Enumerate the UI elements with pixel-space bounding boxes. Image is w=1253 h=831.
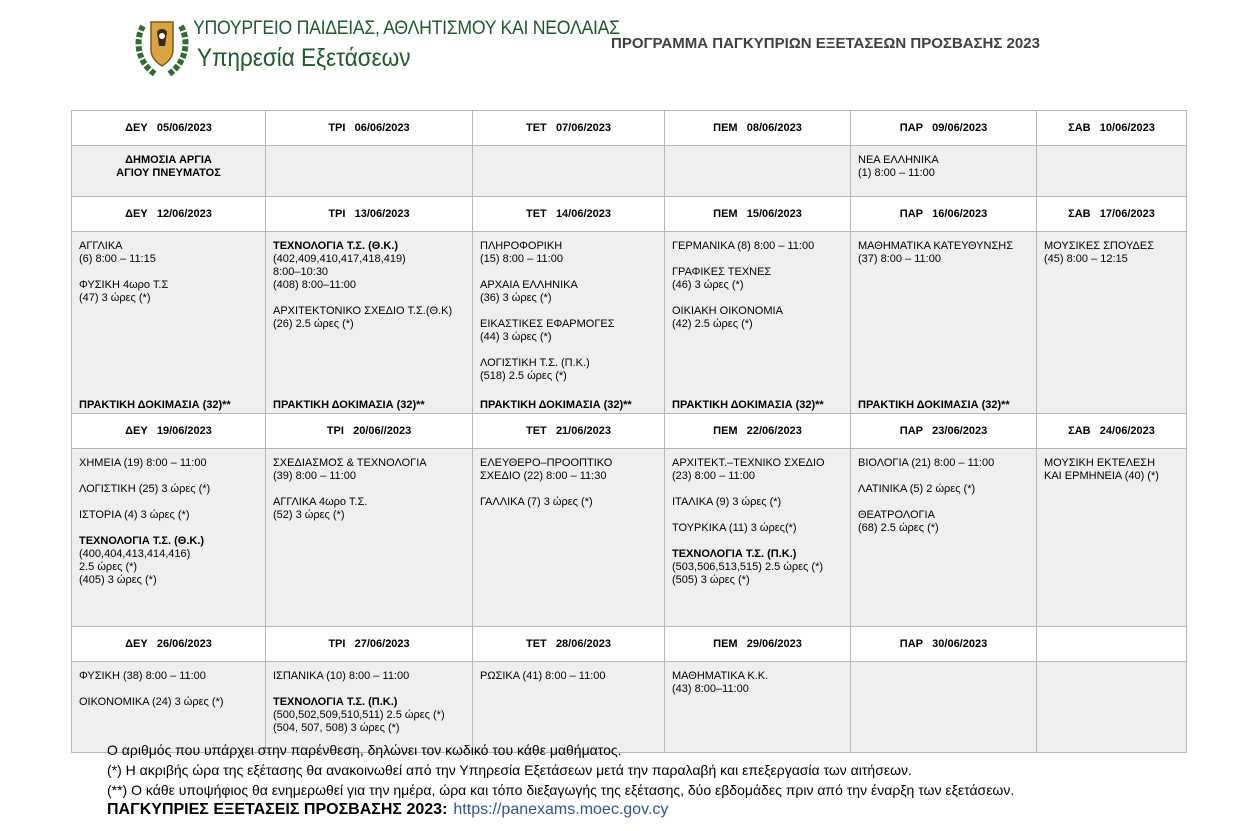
exam-details: (42) 2.5 ώρες (*) [672,318,753,330]
exam-details: (43) 8:00–11:00 [672,683,749,695]
day-header: ΠΑΡ 16/06/2023 [851,197,1037,232]
exam-entry [672,522,843,535]
day-header: ΤΡΙ 06/06/2023 [266,111,473,146]
exam-details: (44) 3 ώρες (*) [480,331,552,343]
week-exams-row [72,146,1187,197]
exam-subject: ΕΙΚΑΣΤΙΚΕΣ ΕΦΑΡΜΟΓΕΣ [480,318,615,330]
day-cell [72,449,266,627]
exam-details: (402,409,410,417,418,419) 8:00–10:30 (408) 8:00–11:00 [273,253,406,291]
day-header: ΠΑΡ 30/06/2023 [851,627,1037,662]
exam-entry [672,240,843,253]
day-header: ΣΑΒ 10/06/2023 [1037,111,1187,146]
exam-details: (45) 8:00 – 12:15 [1044,253,1128,265]
exam-subject: ΤΟΥΡΚΙΚΑ (11) 3 ώρες(*) [672,522,797,534]
exam-subject: ΠΛΗΡΟΦΟΡΙΚΗ [480,240,563,252]
day-header: ΣΑΒ 24/06/2023 [1037,414,1187,449]
day-header: ΤΕΤ 07/06/2023 [473,111,665,146]
exam-details: (6) 8:00 – 11:15 [79,253,156,265]
exam-subject: ΧΗΜΕΙΑ (19) 8:00 – 11:00 [79,457,207,469]
exam-entry [273,305,465,331]
day-cell [665,449,851,627]
exam-subject: ΓΕΡΜΑΝΙΚΑ (8) 8:00 – 11:00 [672,240,815,252]
day-header: ΤΕΤ 28/06/2023 [473,627,665,662]
day-header [1037,627,1187,662]
day-cell [1037,146,1187,197]
day-cell [1037,662,1187,753]
practical-test-label: ΠΡΑΚΤΙΚΗ ΔΟΚΙΜΑΣΙΑ (32)** [672,399,824,411]
exam-subject: ΡΩΣΙΚΑ (41) 8:00 – 11:00 [480,670,606,682]
day-cell [665,146,851,197]
exam-entry [858,509,1029,535]
service-name: Υπηρεσία Εξετάσεων [197,44,411,72]
day-cell [266,449,473,627]
day-cell [473,146,665,197]
exam-entry [79,483,258,496]
day-cell [851,449,1037,627]
exam-entry [480,240,657,266]
exam-subject: ΣΧΕΔΙΑΣΜΟΣ & ΤΕΧΝΟΛΟΓΙΑ [273,457,427,469]
exam-entry [480,670,657,683]
day-cell [266,146,473,197]
exam-entry [273,496,465,522]
exam-entry [1044,457,1179,483]
day-header: ΠΕΜ 08/06/2023 [665,111,851,146]
practical-test-label: ΠΡΑΚΤΙΚΗ ΔΟΚΙΜΑΣΙΑ (32)** [480,399,632,411]
day-cell [851,146,1037,197]
exam-entry [858,240,1029,266]
note-code: Ο αριθμός που υπάρχει στην παρένθεση, δηλώνει τον κωδικό του κάθε μαθήματος. [107,742,622,758]
exam-subject: ΜΑΘΗΜΑΤΙΚΑ ΚΑΤΕΥΘΥΝΣΗΣ [858,240,1014,252]
exam-entry [79,240,258,266]
exam-subject: ΑΡΧΙΤΕΚΤ.–ΤΕΧΝΙΚΟ ΣΧΕΔΙΟ [672,457,825,469]
day-header: ΣΑΒ 17/06/2023 [1037,197,1187,232]
exam-details: (36) 3 ώρες (*) [480,292,552,304]
exam-subject: ΓΡΑΦΙΚΕΣ ΤΕΧΝΕΣ [672,266,772,278]
exam-entry [672,305,843,331]
exam-entry [79,670,258,683]
note-exact-time: (*) Η ακριβής ώρα της εξέτασης θα ανακοινωθεί από την Υπηρεσία Εξετάσεων μετά την παραλαβή και επεξεργασία των αιτήσεων. [107,762,912,778]
day-header: ΠΕΜ 15/06/2023 [665,197,851,232]
website-link[interactable]: https://panexams.moec.gov.cy [453,801,669,818]
exam-subject: ΟΙΚΟΝΟΜΙΚΑ (24) 3 ώρες (*) [79,696,224,708]
exam-subject: ΑΡΧΑΙΑ ΕΛΛΗΝΙΚΑ [480,279,578,291]
exam-details: (23) 8:00 – 11:00 [672,470,755,482]
exam-entry [480,457,657,483]
footer-label: ΠΑΓΚΥΠΡΙΕΣ ΕΞΕΤΑΣΕΙΣ ΠΡΟΣΒΑΣΗΣ 2023: [107,801,448,818]
header-logo [133,12,620,80]
day-header: ΤΡΙ 20/06//2023 [266,414,473,449]
exam-subject: ΓΑΛΛΙΚΑ (7) 3 ώρες (*) [480,496,593,508]
exam-subject: ΦΥΣΙΚΗ 4ωρο Τ.Σ [79,279,169,291]
exam-entry [1044,240,1179,266]
day-header: ΤΕΤ 21/06/2023 [473,414,665,449]
exam-entry [480,279,657,305]
exam-entry [273,670,465,683]
exam-details: (400,404,413,414,416) 2.5 ώρες (*) (405) 3 ώρες (*) [79,548,191,586]
exam-subject: ΙΣΠΑΝΙΚΑ (10) 8:00 – 11:00 [273,670,410,682]
day-header: ΔΕΥ 12/06/2023 [72,197,266,232]
exam-entry [79,279,258,305]
notes [107,740,1014,820]
day-cell [266,662,473,753]
day-cell [473,662,665,753]
day-cell [1037,449,1187,627]
exam-subject: ΒΙΟΛΟΓΙΑ (21) 8:00 – 11:00 [858,457,995,469]
exam-details: (47) 3 ώρες (*) [79,292,151,304]
day-header: ΠΑΡ 09/06/2023 [851,111,1037,146]
day-cell [1037,232,1187,414]
exam-subject: ΤΕΧΝΟΛΟΓΙΑ Τ.Σ. (Θ.Κ.) [79,535,205,547]
exam-subject: ΙΤΑΛΙΚΑ (9) 3 ώρες (*) [672,496,782,508]
day-header: ΤΡΙ 27/06/2023 [266,627,473,662]
exam-subject: ΘΕΑΤΡΟΛΟΓΙΑ [858,509,935,521]
week-header-row [72,414,1187,449]
exam-entry [672,266,843,292]
exam-entry [79,509,258,522]
day-cell [473,449,665,627]
exam-schedule-table [71,110,1187,753]
exam-subject: ΤΕΧΝΟΛΟΓΙΑ Τ.Σ. (Π.Κ.) [672,548,797,560]
exam-entry [672,670,843,696]
week-header-row [72,197,1187,232]
exam-entry [79,696,258,709]
day-cell [665,662,851,753]
exam-details: (1) 8:00 – 11:00 [858,167,935,179]
exam-entry [273,696,465,735]
exam-details: (503,506,513,515) 2.5 ώρες (*) (505) 3 ώρες (*) [672,561,824,586]
exam-subject: ΜΟΥΣΙΚΗ ΕΚΤΕΛΕΣΗ [1044,457,1156,469]
exam-details: (68) 2.5 ώρες (*) [858,522,939,534]
exam-details: ΚΑΙ ΕΡΜΗΝΕΙΑ (40) (*) [1044,470,1159,482]
day-header: ΔΕΥ 19/06/2023 [72,414,266,449]
week-header-row [72,111,1187,146]
exam-details: (52) 3 ώρες (*) [273,509,345,521]
day-header: ΤΡΙ 13/06/2023 [266,197,473,232]
exam-entry [79,457,258,470]
day-header: ΠΕΜ 22/06/2023 [665,414,851,449]
exam-subject: ΛΟΓΙΣΤΙΚΗ Τ.Σ. (Π.Κ.) [480,357,590,369]
day-header: ΠΕΜ 29/06/2023 [665,627,851,662]
day-cell [72,146,266,197]
day-header: ΔΕΥ 05/06/2023 [72,111,266,146]
exam-entry [858,483,1029,496]
exam-details: (500,502,509,510,511) 2.5 ώρες (*) (504, 507, 508) 3 ώρες (*) [273,709,445,734]
exam-subject: ΛΟΓΙΣΤΙΚΗ (25) 3 ώρες (*) [79,483,211,495]
exam-details: ΣΧΕΔΙΟ (22) 8:00 – 11:30 [480,470,607,482]
exam-subject: ΑΓΓΛΙΚΑ 4ωρο Τ.Σ. [273,496,368,508]
exam-subject: ΕΛΕΥΘΕΡΟ–ΠΡΟΟΠΤΙΚΟ [480,457,613,469]
exam-subject: ΟΙΚΙΑΚΗ ΟΙΚΟΝΟΜΙΑ [672,305,783,317]
practical-test-label: ΠΡΑΚΤΙΚΗ ΔΟΚΙΜΑΣΙΑ (32)** [79,399,231,411]
practical-test-label: ΠΡΑΚΤΙΚΗ ΔΟΚΙΜΑΣΙΑ (32)** [273,399,425,411]
exam-subject: ΝΕΑ ΕΛΛΗΝΙΚΑ [858,154,939,166]
exam-subject: ΤΕΧΝΟΛΟΓΙΑ Τ.Σ. (Θ.Κ.) [273,240,399,252]
exam-details: (15) 8:00 – 11:00 [480,253,563,265]
day-header: ΤΕΤ 14/06/2023 [473,197,665,232]
exam-details: (37) 8:00 – 11:00 [858,253,941,265]
day-header: ΔΕΥ 26/06/2023 [72,627,266,662]
exam-subject: ΑΡΧΙΤΕΚΤΟΝΙΚΟ ΣΧΕΔΙΟ Τ.Σ.(Θ.Κ) [273,305,453,317]
day-cell [851,662,1037,753]
exam-subject: ΙΣΤΟΡΙΑ (4) 3 ώρες (*) [79,509,190,521]
exam-entry [273,240,465,292]
exam-entry [672,457,843,483]
exam-subject: ΦΥΣΙΚΗ (38) 8:00 – 11:00 [79,670,206,682]
day-cell [72,232,266,414]
exam-subject: ΜΑΘΗΜΑΤΙΚΑ Κ.Κ. [672,670,769,682]
practical-test-label: ΠΡΑΚΤΙΚΗ ΔΟΚΙΜΑΣΙΑ (32)** [858,399,1010,411]
exam-details: (39) 8:00 – 11:00 [273,470,356,482]
exam-details: (518) 2.5 ώρες (*) [480,370,567,382]
exam-subject: ΑΓΓΛΙΚΑ [79,240,123,252]
exam-entry [672,548,843,587]
exam-details: (46) 3 ώρες (*) [672,279,744,291]
day-cell [665,232,851,414]
exam-entry [858,154,1029,180]
holiday-label: ΔΗΜΟΣΙΑ ΑΡΓΙΑ ΑΓΙΟΥ ΠΝΕΥΜΑΤΟΣ [116,154,221,179]
exam-entry [79,535,258,587]
exam-entry [480,357,657,383]
ministry-name: ΥΠΟΥΡΓΕΙΟ ΠΑΙΔΕΙΑΣ, ΑΘΛΗΤΙΣΜΟΥ ΚΑΙ ΝΕΟΛΑΙΑΣ [193,18,620,39]
exam-entry [480,496,657,509]
day-cell [851,232,1037,414]
note-practical: (**) Ο κάθε υποψήφιος θα ενημερωθεί για την ημέρα, ώρα και τόπο διεξαγωγής της εξέτασης, δύο εβδομάδες πριν από την έναρξη των εξετάσεων. [107,782,1015,798]
exam-subject: ΜΟΥΣΙΚΕΣ ΣΠΟΥΔΕΣ [1044,240,1155,252]
day-cell [473,232,665,414]
exam-entry [273,457,465,483]
day-cell [72,662,266,753]
exam-entry [858,457,1029,470]
week-exams-row [72,662,1187,753]
week-exams-row [72,449,1187,627]
day-header: ΠΑΡ 23/06/2023 [851,414,1037,449]
exam-entry [672,496,843,509]
exam-subject: ΤΕΧΝΟΛΟΓΙΑ Τ.Σ. (Π.Κ.) [273,696,398,708]
day-cell [266,232,473,414]
footer-line [107,800,1014,820]
cyprus-emblem-icon [133,12,191,80]
exam-subject: ΛΑΤΙΝΙΚΑ (5) 2 ώρες (*) [858,483,976,495]
exam-details: (26) 2.5 ώρες (*) [273,318,354,330]
week-exams-row [72,232,1187,414]
document-title: ΠΡΟΓΡΑΜΜΑ ΠΑΓΚΥΠΡΙΩΝ ΕΞΕΤΑΣΕΩΝ ΠΡΟΣΒΑΣΗΣ 2023 [611,35,1040,52]
week-header-row [72,627,1187,662]
exam-entry [480,318,657,344]
